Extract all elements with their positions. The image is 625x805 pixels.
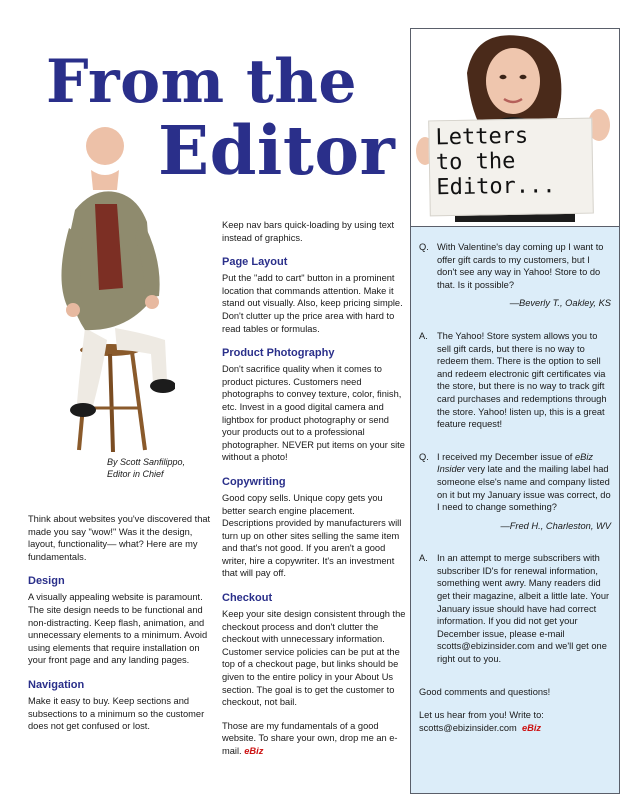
question-text-pre: I received my December issue of <box>437 451 573 462</box>
letters-photo <box>415 33 615 222</box>
ebiz-logo: eBiz <box>521 722 542 733</box>
sign-line-2: to the <box>435 148 516 176</box>
heading-product-photography: Product Photography <box>222 347 335 360</box>
answer-label: A. <box>419 553 428 564</box>
heading-page-layout: Page Layout <box>222 256 288 269</box>
closing-note: Good comments and questions! <box>419 686 551 697</box>
heading-checkout: Checkout <box>222 592 273 605</box>
article-column-left <box>28 513 213 744</box>
heading-copywriting: Copywriting <box>222 475 286 488</box>
letters-sign <box>428 118 594 217</box>
page-title-line-2: Editor <box>158 111 396 190</box>
letter-2-answer <box>419 552 611 665</box>
letters-sidebar <box>410 28 620 794</box>
intro-paragraph: Think about websites you've discovered that made you say "wow!" Was it the design, layout, functionality— what? Here are my fundamentals. <box>28 514 211 562</box>
byline-author: By Scott Sanfilippo, <box>107 457 186 467</box>
article-column-middle <box>222 219 407 769</box>
byline-role: Editor in Chief <box>107 469 164 479</box>
letter-signature: —Fred H., Charleston, WV <box>500 520 611 531</box>
contact-email[interactable]: scotts@ebizinsider.com <box>419 722 517 733</box>
byline <box>107 456 217 480</box>
answer-text: In an attempt to merge subscribers with subscriber ID's for renewal information, something went awry. Many readers did get their magazine, albeit a little late. Your January issue should have had correct information. If you did not get your December issue, please e-mail scotts@ebizinsider.com and we'll get one right out to you. <box>437 553 610 665</box>
page-layout-body: Put the "add to cart" button in a prominent location that commands attention. Make it stand out visually. Also, keep pricing simple. Don't clutter up the price area with hard to read tables or formulas. <box>222 273 403 334</box>
letters-content <box>411 226 619 793</box>
question-label: Q. <box>419 242 429 252</box>
question-label: Q. <box>419 451 429 462</box>
magazine-name: eBiz Insider <box>437 451 594 475</box>
contact-cta: Let us hear from you! Write to: <box>419 710 544 721</box>
closing-text: Those are my fundamentals of a good website. To share your own, drop me an e-mail. <box>222 720 398 756</box>
question-text: With Valentine's day coming up I want to offer gift cards to my customers, but I don't see any way in Yahoo! Store to do that. Is it possible? <box>437 242 604 290</box>
answer-text: The Yahoo! Store system allows you to sell gift cards, but there is no way to redeem them. There is the option to sell and redeem electronic gift certificates via the store, but there is no way to track gift card purchases and redemptions through the store. Yahoo! listen up, this is a great feature request! <box>437 330 607 430</box>
navigation-body-continued: Keep nav bars quick-loading by using text instead of graphics. <box>222 220 395 243</box>
product-photography-body: Don't sacrifice quality when it comes to product pictures. Customers need photographs to convey texture, color, finish, etc. Invest in a good digital camera and lightbox for product photography or send your products out to a professional photographer. NEVER put items on your site without a photo! <box>222 364 405 463</box>
letter-signature: —Beverly T., Oakley, KS <box>509 298 611 309</box>
design-body: A visually appealing website is paramount. The site design needs to be functional and non-distracting. Keep flash, animation, and unnecessary elements to a minimum. Avoid using elements that require installation on your front page and any landing pages. <box>28 592 208 666</box>
editor-photo <box>55 118 175 453</box>
navigation-body: Make it easy to buy. Keep sections and subsections to a minimum so the customer does not get confused or lost. <box>28 695 205 732</box>
sign-line-1: Letters <box>435 123 529 151</box>
ebiz-logo: eBiz <box>244 746 264 756</box>
question-text-post: very late and the mailing label had someone else's name and company listed on it but my January issue was correct, do I need to change something? <box>437 464 611 513</box>
sign-line-3: Editor... <box>436 173 556 201</box>
letter-2-question <box>419 451 611 533</box>
checkout-body: Keep your site design consistent through the checkout process and don't clutter the checkout with unnecessary information. Customer service policies can be put at the top of a checkout page, but links should be given to the entire policy in your About Us section. The goal is to get the customer to checkout, not bail. <box>222 609 406 708</box>
heading-design: Design <box>28 575 65 588</box>
answer-label: A. <box>419 330 428 341</box>
copywriting-body: Good copy sells. Unique copy gets you better search engine placement. Descriptions provided by manufacturers will turn up on other sites selling the same item and that's not good. If you aren't a good writer, hire a copywriter. It's an investment that will pay off. <box>222 492 402 579</box>
letter-1-answer <box>419 330 611 431</box>
question-text <box>437 451 611 514</box>
closing-paragraph <box>222 720 407 758</box>
heading-navigation: Navigation <box>28 678 85 691</box>
page-title-line-1: From the <box>46 47 358 117</box>
contact-line <box>419 722 611 735</box>
letter-1-question <box>419 241 611 310</box>
